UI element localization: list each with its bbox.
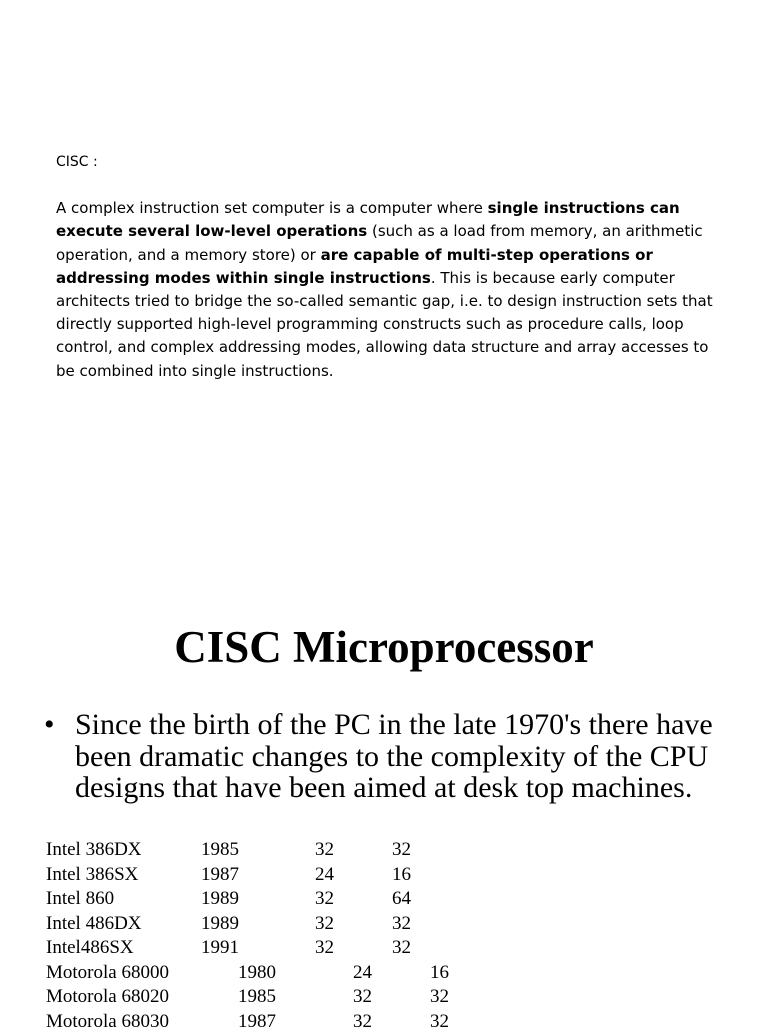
cpu-name: Intel 486DX: [46, 912, 142, 937]
cpu-name: Intel 386SX: [46, 863, 138, 888]
cpu-name: Motorola 68020: [46, 985, 169, 1010]
cpu-value-a: 32: [315, 838, 334, 863]
cpu-value-b: 64: [392, 887, 411, 912]
cpu-name: Motorola 68030: [46, 1010, 169, 1034]
slide-title: CISC Microprocessor: [0, 616, 768, 678]
cpu-year: 1985: [238, 985, 276, 1010]
cpu-value-b: 16: [392, 863, 411, 888]
bullet-text: Since the birth of the PC in the late 1970's there have been dramatic changes to the complexity of the CPU designs that have been aimed at desk top machines.: [75, 709, 744, 804]
cpu-name: Motorola 68000: [46, 961, 169, 986]
cisc-definition-slide: [56, 151, 716, 383]
cpu-value-a: 32: [315, 912, 334, 937]
paragraph-segment-bold: are capable of multi-step operations or addressing modes within single instructions: [56, 246, 653, 287]
cisc-heading: CISC :: [56, 151, 716, 174]
paragraph-segment: A complex instruction set computer is a computer where: [56, 199, 488, 217]
cpu-year: 1991: [201, 936, 239, 961]
cpu-value-b: 32: [392, 912, 411, 937]
paragraph-segment: . This is because early computer architects tried to bridge the so-called semantic gap, i.e. to design instruction sets that directly supported high-level programming constructs such as procedure calls, loop control, and complex addressing modes, allowing data structure and array accesses to be combined into single instructions.: [56, 269, 713, 380]
cpu-name: Intel486SX: [46, 936, 134, 961]
cpu-year: 1980: [238, 961, 276, 986]
cpu-year: 1987: [201, 863, 239, 888]
cpu-value-b: 16: [430, 961, 449, 986]
cpu-name: Intel 386DX: [46, 838, 142, 863]
paragraph-segment: (such as a load from memory, an arithmetic operation, and a memory store) or: [56, 222, 703, 263]
cpu-value-b: 32: [392, 936, 411, 961]
cpu-name: Intel 860: [46, 887, 114, 912]
cpu-value-a: 32: [353, 1010, 372, 1034]
cpu-value-a: 24: [315, 863, 334, 888]
cpu-year: 1985: [201, 838, 239, 863]
cpu-value-b: 32: [392, 838, 411, 863]
cpu-value-a: 32: [353, 985, 372, 1010]
cisc-definition-paragraph: [56, 197, 716, 383]
cpu-value-b: 32: [430, 985, 449, 1010]
cpu-year: 1989: [201, 887, 239, 912]
cpu-year: 1987: [238, 1010, 276, 1034]
cpu-year: 1989: [201, 912, 239, 937]
bullet-dot-icon: •: [44, 709, 55, 741]
cpu-value-a: 32: [315, 887, 334, 912]
paragraph-segment-bold: single instructions can execute several low-level operations: [56, 199, 680, 240]
cpu-value-b: 32: [430, 1010, 449, 1034]
cpu-value-a: 32: [315, 936, 334, 961]
cpu-value-a: 24: [353, 961, 372, 986]
bullet-item: [44, 709, 744, 804]
